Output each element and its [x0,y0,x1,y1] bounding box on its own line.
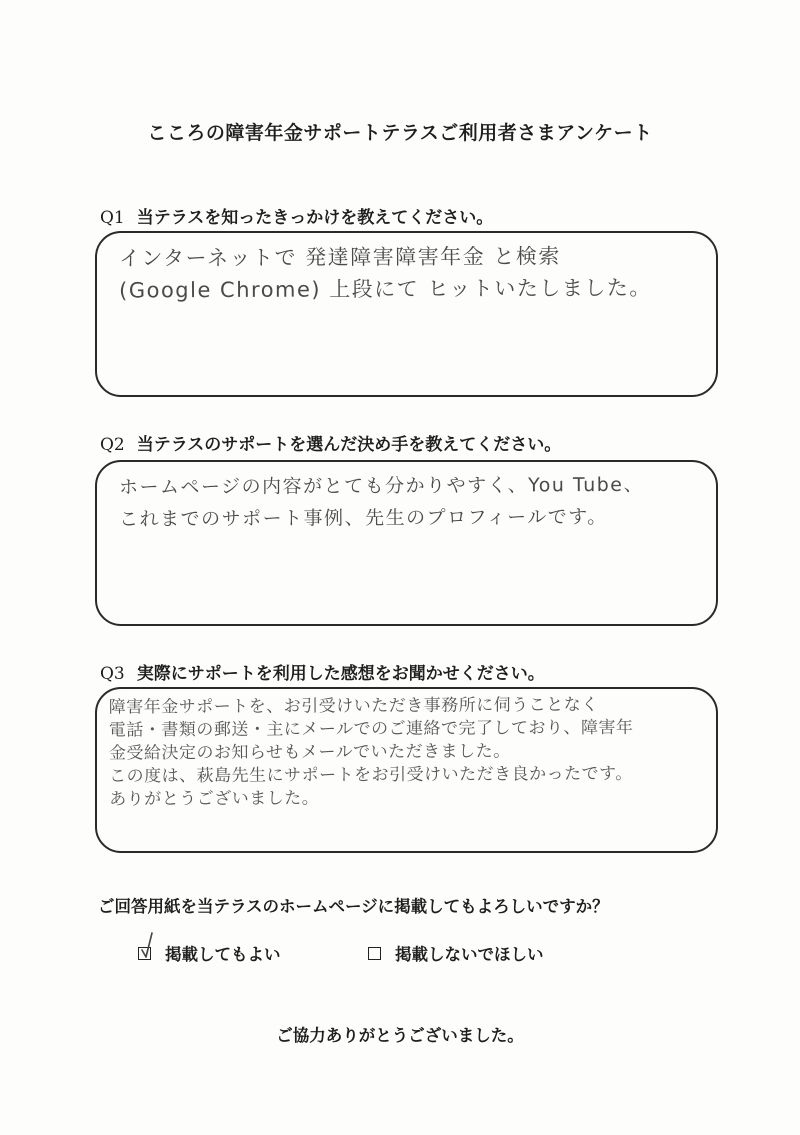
question-1-number: Q1 [100,208,125,228]
checkbox-publish-ok[interactable] [138,947,151,960]
question-3-text: 実際にサポートを利用した感想をお聞かせください。 [136,664,545,684]
option-publish-ng[interactable] [368,941,544,965]
answer-box-3[interactable] [95,687,718,853]
answer-3-line: この度は、萩島先生にサポートをお引受けいただき良かったです。 [109,763,633,787]
answer-1-line: (Google Chrome) 上段にて ヒットいたしました。 [119,275,652,303]
question-2-number: Q2 [100,435,125,455]
answer-3-line: 障害年金サポートを、お引受けいただき事務所に伺うことなく [108,694,599,718]
option-publish-ng-label: 掲載しないでほしい [395,945,544,964]
checkbox-publish-ng[interactable] [368,947,381,960]
survey-title: こころの障害年金サポートテラスご利用者さまアンケート [147,122,653,144]
answer-1-text [119,239,702,306]
answer-3-text [109,693,703,811]
question-3-number: Q3 [100,664,125,684]
answer-box-1[interactable] [95,231,718,397]
publish-question: ご回答用紙を当テラスのホームページに掲載してもよろしいですか？ [98,897,609,916]
question-1 [100,203,493,228]
answer-3-line: 金受給決定のお知らせもメールでいただきました。 [108,741,511,764]
question-3 [100,659,545,684]
option-publish-ok-label: 掲載してもよい [165,945,281,964]
answer-2-line: これまでのサポート事例、先生のプロフィールです。 [119,505,608,531]
thanks-message: ご協力ありがとうございました。 [276,1026,524,1045]
option-publish-ok[interactable] [138,941,281,965]
answer-1-line: インターネットで 発達障害障害年金 と検索 [118,244,561,271]
answer-2-text [119,468,702,535]
question-2-text: 当テラスのサポートを選んだ決め手を教えてください。 [136,435,562,455]
answer-3-line: 電話・書類の郵送・主にメールでのご連絡で完了しており、障害年 [108,717,634,741]
answer-2-line: ホームページの内容がとても分かりやすく、You Tube、 [118,473,645,499]
question-1-text: 当テラスを知ったきっかけを教えてください。 [136,208,494,228]
answer-3-line: ありがとうございました。 [109,788,320,810]
question-2 [100,430,561,455]
answer-box-2[interactable] [95,460,718,626]
checkmark-icon [140,932,154,958]
